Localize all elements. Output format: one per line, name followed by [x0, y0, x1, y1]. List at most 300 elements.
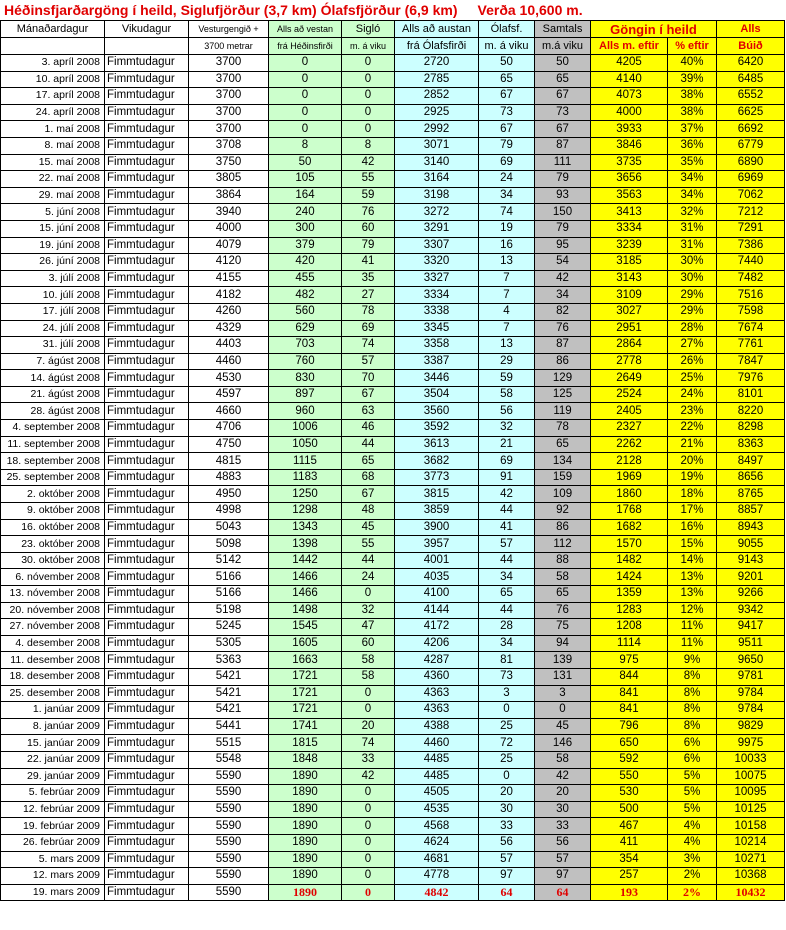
cell-remaining: 500: [591, 801, 668, 818]
cell-done: 9784: [717, 685, 785, 702]
cell-weekday: Fimmtudagur: [105, 569, 189, 586]
table-row: [1, 851, 785, 868]
cell-siglo-week: 0: [342, 104, 395, 121]
cell-olafsf-week: 25: [479, 751, 535, 768]
cell-east: 4363: [395, 702, 479, 719]
cell-total-week: 109: [535, 486, 591, 503]
title-price: Verða 10,600 m.: [477, 2, 583, 18]
cell-siglo-week: 0: [342, 868, 395, 885]
cell-weekday: Fimmtudagur: [105, 320, 189, 337]
cell-percent: 28%: [668, 320, 717, 337]
cell-weekday: Fimmtudagur: [105, 370, 189, 387]
cell-total-week: 78: [535, 420, 591, 437]
cell-siglo-week: 0: [342, 884, 395, 901]
cell-west-total: 3700: [189, 121, 269, 138]
cell-olafsf-week: 57: [479, 851, 535, 868]
cell-west: 1890: [269, 785, 342, 802]
cell-percent: 18%: [668, 486, 717, 503]
cell-percent: 13%: [668, 586, 717, 603]
cell-date: 25. desember 2008: [1, 685, 105, 702]
cell-date: 4. september 2008: [1, 420, 105, 437]
cell-done: 6485: [717, 71, 785, 88]
cell-east: 3560: [395, 403, 479, 420]
cell-west-total: 3805: [189, 171, 269, 188]
cell-weekday: Fimmtudagur: [105, 851, 189, 868]
cell-date: 24. apríl 2008: [1, 104, 105, 121]
header-west-sub: frá Héðinsfirði: [269, 38, 342, 55]
cell-remaining: 354: [591, 851, 668, 868]
cell-percent: 35%: [668, 154, 717, 171]
cell-west-total: 5421: [189, 685, 269, 702]
table-row: [1, 818, 785, 835]
cell-percent: 6%: [668, 735, 717, 752]
cell-siglo-week: 0: [342, 121, 395, 138]
cell-siglo-week: 63: [342, 403, 395, 420]
table-row: [1, 801, 785, 818]
cell-siglo-week: 32: [342, 602, 395, 619]
cell-west: 1890: [269, 851, 342, 868]
cell-west-total: 5142: [189, 552, 269, 569]
cell-done: 10271: [717, 851, 785, 868]
cell-west-total: 4597: [189, 386, 269, 403]
cell-olafsf-week: 58: [479, 386, 535, 403]
cell-west: 830: [269, 370, 342, 387]
cell-west-total: 5363: [189, 652, 269, 669]
cell-weekday: Fimmtudagur: [105, 503, 189, 520]
cell-west-total: 5166: [189, 569, 269, 586]
cell-percent: 40%: [668, 55, 717, 72]
cell-remaining: 4140: [591, 71, 668, 88]
cell-done: 7482: [717, 270, 785, 287]
cell-remaining: 2327: [591, 420, 668, 437]
cell-siglo-week: 8: [342, 137, 395, 154]
table-row: [1, 386, 785, 403]
cell-date: 18. september 2008: [1, 453, 105, 470]
cell-west: 1721: [269, 685, 342, 702]
cell-siglo-week: 44: [342, 552, 395, 569]
cell-remaining: 4000: [591, 104, 668, 121]
cell-percent: 16%: [668, 519, 717, 536]
cell-east: 4388: [395, 718, 479, 735]
table-row: [1, 469, 785, 486]
cell-percent: 36%: [668, 137, 717, 154]
table-row: [1, 503, 785, 520]
cell-olafsf-week: 0: [479, 702, 535, 719]
cell-total-week: 75: [535, 619, 591, 636]
cell-west-total: 4750: [189, 436, 269, 453]
cell-east: 4144: [395, 602, 479, 619]
cell-percent: 8%: [668, 702, 717, 719]
cell-east: 3900: [395, 519, 479, 536]
cell-west: 105: [269, 171, 342, 188]
cell-west-total: 4182: [189, 287, 269, 304]
cell-done: 9266: [717, 586, 785, 603]
header-olafsf-sub: m. á viku: [479, 38, 535, 55]
cell-percent: 38%: [668, 104, 717, 121]
cell-west-total: 4329: [189, 320, 269, 337]
cell-remaining: 3185: [591, 254, 668, 271]
cell-total-week: 97: [535, 868, 591, 885]
cell-percent: 34%: [668, 171, 717, 188]
cell-remaining: 2649: [591, 370, 668, 387]
cell-siglo-week: 44: [342, 436, 395, 453]
cell-siglo-week: 59: [342, 187, 395, 204]
cell-olafsf-week: 44: [479, 552, 535, 569]
cell-done: 9055: [717, 536, 785, 553]
cell-siglo-week: 67: [342, 386, 395, 403]
header-siglo: Sigló: [342, 21, 395, 38]
cell-remaining: 1283: [591, 602, 668, 619]
cell-weekday: Fimmtudagur: [105, 154, 189, 171]
cell-east: 3773: [395, 469, 479, 486]
cell-done: 7386: [717, 237, 785, 254]
cell-total-week: 125: [535, 386, 591, 403]
cell-weekday: Fimmtudagur: [105, 71, 189, 88]
cell-west: 1466: [269, 569, 342, 586]
cell-total-week: 129: [535, 370, 591, 387]
cell-siglo-week: 24: [342, 569, 395, 586]
header-remaining: Alls m. eftir: [591, 38, 668, 55]
cell-olafsf-week: 42: [479, 486, 535, 503]
cell-west-total: 5590: [189, 834, 269, 851]
cell-total-week: 82: [535, 303, 591, 320]
cell-olafsf-week: 29: [479, 353, 535, 370]
cell-total-week: 58: [535, 569, 591, 586]
cell-east: 3592: [395, 420, 479, 437]
cell-west-total: 4460: [189, 353, 269, 370]
cell-percent: 24%: [668, 386, 717, 403]
cell-total-week: 87: [535, 137, 591, 154]
cell-olafsf-week: 21: [479, 436, 535, 453]
cell-olafsf-week: 41: [479, 519, 535, 536]
table-row: [1, 536, 785, 553]
cell-olafsf-week: 44: [479, 602, 535, 619]
cell-weekday: Fimmtudagur: [105, 469, 189, 486]
cell-remaining: 411: [591, 834, 668, 851]
table-row: [1, 204, 785, 221]
cell-weekday: Fimmtudagur: [105, 768, 189, 785]
cell-west-total: 5305: [189, 635, 269, 652]
cell-olafsf-week: 56: [479, 403, 535, 420]
cell-west: 1250: [269, 486, 342, 503]
cell-date: 7. ágúst 2008: [1, 353, 105, 370]
cell-siglo-week: 0: [342, 851, 395, 868]
cell-remaining: 3239: [591, 237, 668, 254]
cell-siglo-week: 60: [342, 635, 395, 652]
cell-west-total: 4000: [189, 220, 269, 237]
cell-done: 9784: [717, 702, 785, 719]
cell-west-total: 4155: [189, 270, 269, 287]
cell-weekday: Fimmtudagur: [105, 337, 189, 354]
cell-west: 482: [269, 287, 342, 304]
cell-date: 17. apríl 2008: [1, 88, 105, 105]
cell-siglo-week: 58: [342, 652, 395, 669]
header-weekday: Vikudagur: [105, 21, 189, 38]
cell-west-total: 3940: [189, 204, 269, 221]
cell-total-week: 131: [535, 668, 591, 685]
cell-siglo-week: 69: [342, 320, 395, 337]
cell-done: 10368: [717, 868, 785, 885]
cell-total-week: 139: [535, 652, 591, 669]
cell-west-total: 3700: [189, 71, 269, 88]
cell-west: 164: [269, 187, 342, 204]
table-row: [1, 486, 785, 503]
cell-east: 3446: [395, 370, 479, 387]
cell-date: 12. febrúar 2009: [1, 801, 105, 818]
cell-weekday: Fimmtudagur: [105, 519, 189, 536]
cell-percent: 2%: [668, 884, 717, 901]
cell-total-week: 79: [535, 171, 591, 188]
cell-date: 23. október 2008: [1, 536, 105, 553]
cell-east: 2785: [395, 71, 479, 88]
cell-remaining: 3143: [591, 270, 668, 287]
cell-weekday: Fimmtudagur: [105, 652, 189, 669]
table-row: [1, 337, 785, 354]
header-samtals-sub: m.á viku: [535, 38, 591, 55]
cell-total-week: 65: [535, 71, 591, 88]
cell-percent: 11%: [668, 619, 717, 636]
cell-percent: 31%: [668, 237, 717, 254]
cell-olafsf-week: 0: [479, 768, 535, 785]
cell-total-week: 86: [535, 519, 591, 536]
cell-west-total: 5043: [189, 519, 269, 536]
cell-done: 10095: [717, 785, 785, 802]
cell-done: 10214: [717, 834, 785, 851]
cell-done: 6969: [717, 171, 785, 188]
cell-percent: 32%: [668, 204, 717, 221]
cell-total-week: 87: [535, 337, 591, 354]
cell-weekday: Fimmtudagur: [105, 237, 189, 254]
cell-olafsf-week: 19: [479, 220, 535, 237]
cell-east: 4001: [395, 552, 479, 569]
cell-olafsf-week: 4: [479, 303, 535, 320]
cell-percent: 8%: [668, 718, 717, 735]
cell-percent: 29%: [668, 287, 717, 304]
cell-olafsf-week: 7: [479, 287, 535, 304]
cell-siglo-week: 65: [342, 453, 395, 470]
table-row: [1, 635, 785, 652]
cell-west: 1442: [269, 552, 342, 569]
cell-west-total: 5590: [189, 868, 269, 885]
table-row: [1, 154, 785, 171]
cell-date: 1. janúar 2009: [1, 702, 105, 719]
cell-east: 4172: [395, 619, 479, 636]
cell-siglo-week: 47: [342, 619, 395, 636]
cell-date: 4. desember 2008: [1, 635, 105, 652]
cell-percent: 31%: [668, 220, 717, 237]
cell-date: 28. ágúst 2008: [1, 403, 105, 420]
cell-remaining: 841: [591, 702, 668, 719]
table-row: [1, 768, 785, 785]
cell-west-total: 5245: [189, 619, 269, 636]
cell-total-week: 76: [535, 602, 591, 619]
cell-weekday: Fimmtudagur: [105, 287, 189, 304]
cell-siglo-week: 27: [342, 287, 395, 304]
cell-olafsf-week: 13: [479, 337, 535, 354]
header-east: Alls að austan: [395, 21, 479, 38]
cell-siglo-week: 0: [342, 785, 395, 802]
table-row: [1, 320, 785, 337]
cell-total-week: 119: [535, 403, 591, 420]
cell-remaining: 3563: [591, 187, 668, 204]
cell-weekday: Fimmtudagur: [105, 88, 189, 105]
cell-west-total: 4260: [189, 303, 269, 320]
cell-west-total: 4079: [189, 237, 269, 254]
cell-west: 0: [269, 104, 342, 121]
cell-west-total: 4403: [189, 337, 269, 354]
cell-weekday: Fimmtudagur: [105, 104, 189, 121]
cell-total-week: 64: [535, 884, 591, 901]
header-siglo-sub: m. á viku: [342, 38, 395, 55]
cell-siglo-week: 20: [342, 718, 395, 735]
cell-percent: 15%: [668, 536, 717, 553]
cell-date: 15. maí 2008: [1, 154, 105, 171]
cell-east: 2852: [395, 88, 479, 105]
cell-total-week: 3: [535, 685, 591, 702]
cell-siglo-week: 60: [342, 220, 395, 237]
cell-west-total: 5198: [189, 602, 269, 619]
table-row: [1, 403, 785, 420]
cell-east: 3198: [395, 187, 479, 204]
cell-siglo-week: 68: [342, 469, 395, 486]
cell-done: 7598: [717, 303, 785, 320]
cell-east: 3307: [395, 237, 479, 254]
cell-siglo-week: 57: [342, 353, 395, 370]
cell-west: 1721: [269, 702, 342, 719]
cell-west: 1890: [269, 768, 342, 785]
table-row: [1, 270, 785, 287]
cell-east: 4460: [395, 735, 479, 752]
cell-date: 30. október 2008: [1, 552, 105, 569]
sheet-title: [0, 0, 786, 20]
cell-olafsf-week: 56: [479, 834, 535, 851]
cell-west: 1815: [269, 735, 342, 752]
cell-siglo-week: 48: [342, 503, 395, 520]
cell-percent: 27%: [668, 337, 717, 354]
cell-west: 897: [269, 386, 342, 403]
cell-date: 10. apríl 2008: [1, 71, 105, 88]
cell-weekday: Fimmtudagur: [105, 685, 189, 702]
cell-date: 20. nóvember 2008: [1, 602, 105, 619]
table-row: [1, 436, 785, 453]
cell-remaining: 2864: [591, 337, 668, 354]
table-row: [1, 303, 785, 320]
header-empty-1: [1, 38, 105, 55]
table-row: [1, 868, 785, 885]
cell-west-total: 5590: [189, 818, 269, 835]
header-group-tunnel: Göngin í heild: [591, 21, 717, 38]
cell-percent: 34%: [668, 187, 717, 204]
cell-date: 10. júlí 2008: [1, 287, 105, 304]
cell-west-total: 4120: [189, 254, 269, 271]
cell-total-week: 42: [535, 270, 591, 287]
cell-olafsf-week: 59: [479, 370, 535, 387]
cell-west-total: 5590: [189, 801, 269, 818]
cell-weekday: Fimmtudagur: [105, 818, 189, 835]
header-alls: Alls: [717, 21, 785, 38]
cell-siglo-week: 0: [342, 88, 395, 105]
cell-west: 240: [269, 204, 342, 221]
cell-east: 3613: [395, 436, 479, 453]
cell-weekday: Fimmtudagur: [105, 785, 189, 802]
header-row-1: [1, 21, 785, 38]
table-row: [1, 519, 785, 536]
table-row: [1, 834, 785, 851]
table-row: [1, 586, 785, 603]
cell-done: 6890: [717, 154, 785, 171]
cell-done: 8101: [717, 386, 785, 403]
cell-olafsf-week: 57: [479, 536, 535, 553]
cell-date: 22. janúar 2009: [1, 751, 105, 768]
cell-date: 21. ágúst 2008: [1, 386, 105, 403]
cell-siglo-week: 74: [342, 337, 395, 354]
cell-west: 0: [269, 121, 342, 138]
cell-olafsf-week: 7: [479, 320, 535, 337]
cell-remaining: 3413: [591, 204, 668, 221]
cell-total-week: 159: [535, 469, 591, 486]
cell-date: 13. nóvember 2008: [1, 586, 105, 603]
cell-total-week: 65: [535, 586, 591, 603]
cell-west-total: 4815: [189, 453, 269, 470]
cell-done: 9511: [717, 635, 785, 652]
cell-weekday: Fimmtudagur: [105, 602, 189, 619]
cell-weekday: Fimmtudagur: [105, 536, 189, 553]
cell-east: 3387: [395, 353, 479, 370]
cell-west: 1890: [269, 834, 342, 851]
header-row-2: [1, 38, 785, 55]
cell-weekday: Fimmtudagur: [105, 220, 189, 237]
cell-west: 1006: [269, 420, 342, 437]
cell-total-week: 73: [535, 104, 591, 121]
header-date: Mánaðardagur: [1, 21, 105, 38]
cell-west: 1663: [269, 652, 342, 669]
cell-olafsf-week: 74: [479, 204, 535, 221]
cell-olafsf-week: 34: [479, 187, 535, 204]
table-row: [1, 569, 785, 586]
cell-percent: 6%: [668, 751, 717, 768]
cell-olafsf-week: 3: [479, 685, 535, 702]
cell-east: 4535: [395, 801, 479, 818]
cell-west: 1498: [269, 602, 342, 619]
cell-total-week: 88: [535, 552, 591, 569]
cell-weekday: Fimmtudagur: [105, 702, 189, 719]
cell-east: 3320: [395, 254, 479, 271]
cell-total-week: 20: [535, 785, 591, 802]
cell-remaining: 3846: [591, 137, 668, 154]
cell-date: 19. febrúar 2009: [1, 818, 105, 835]
table-row: [1, 652, 785, 669]
cell-east: 3164: [395, 171, 479, 188]
cell-siglo-week: 67: [342, 486, 395, 503]
cell-done: 6779: [717, 137, 785, 154]
cell-total-week: 67: [535, 88, 591, 105]
cell-east: 3140: [395, 154, 479, 171]
cell-east: 3859: [395, 503, 479, 520]
cell-west: 1848: [269, 751, 342, 768]
table-row: [1, 552, 785, 569]
cell-east: 3957: [395, 536, 479, 553]
cell-olafsf-week: 69: [479, 154, 535, 171]
cell-total-week: 112: [535, 536, 591, 553]
cell-done: 9781: [717, 668, 785, 685]
cell-remaining: 2524: [591, 386, 668, 403]
table-row: [1, 220, 785, 237]
cell-west: 1890: [269, 801, 342, 818]
cell-percent: 5%: [668, 785, 717, 802]
cell-date: 11. september 2008: [1, 436, 105, 453]
cell-date: 22. maí 2008: [1, 171, 105, 188]
header-samtals: Samtals: [535, 21, 591, 38]
